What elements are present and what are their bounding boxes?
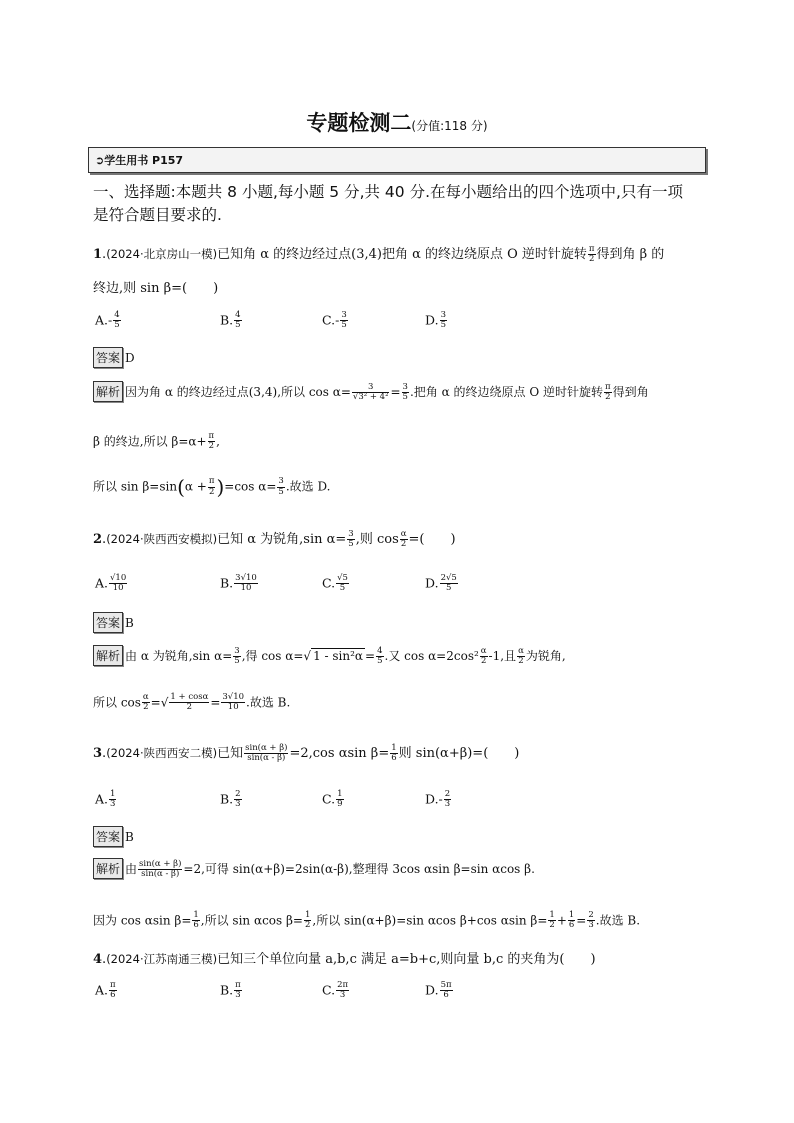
q3-source: (2024·陕西西安二模) (106, 746, 218, 760)
title-text: 专题检测二 (306, 111, 412, 135)
q1-option-d[interactable]: D. $\frac{3}{5}$ (425, 310, 446, 331)
q3-number: 3 (93, 746, 103, 761)
q3-analysis-line1: 解析 由 $\frac{\sin(\alpha + \beta)}{\sin(\alpha - \beta)}$ =2,可得 sin(α+β)=2sin(α-β),整理得 3cos αsin β=sin αcos β. (93, 858, 535, 879)
q2-option-d[interactable]: D. $\frac{2√5}{5}$ (425, 573, 457, 594)
q3-option-c[interactable]: C. $\frac{1}{9}$ (322, 789, 343, 810)
q3-option-d[interactable]: D.- $\frac{2}{3}$ (425, 789, 451, 810)
section-heading-line2: 是符合题目要求的. (93, 206, 222, 224)
q1-source: (2024·北京房山一模) (106, 247, 218, 261)
analysis-label: 解析 (93, 858, 123, 879)
q3-analysis-line2: 因为 cos αsin β= $\frac{1}{6}$ ,所以 sin αcos β= $\frac{1}{2}$ ,所以 sin(α+β)=sin αcos β+cos αsin β= $\frac{1}{2}$ + $\frac{1}{6}$ = $\frac{2}{3}$ .故选 B. (93, 910, 641, 931)
q2-option-a[interactable]: A. $\frac{√10}{10}$ (95, 573, 127, 594)
q4-source: (2024·江苏南通三模) (106, 952, 218, 966)
q2-option-c[interactable]: C. $\frac{√5}{5}$ (322, 573, 348, 594)
q2-option-b[interactable]: B. $\frac{3√10}{10}$ (220, 573, 257, 594)
q1-option-b[interactable]: B. $\frac{4}{5}$ (220, 310, 241, 331)
q1-analysis-line1: 解析 因为角 α 的终边经过点(3,4),所以 cos α= $\frac{3}{\text{√3² + 4²}}$ = $\frac{3}{5}$ .把角 α 的终边绕原点 O 逆时针旋转 $\frac{\pi}{2}$ 得到角 (93, 381, 649, 402)
q1-rot-fraction: $\frac{\pi}{2}$ (588, 243, 595, 264)
q2-analysis-line2: 所以 cos $\frac{\alpha}{2}$ =√ $\frac{1 + \cos\alpha}{2}$ = $\frac{3√10}{10}$ .故选 B. (93, 692, 291, 713)
answer-label: 答案 (93, 612, 123, 633)
q1-answer (93, 347, 135, 368)
q1-analysis-line2: β 的终边,所以 β=α+ $\frac{\pi}{2}$ , (93, 431, 220, 452)
answer-label: 答案 (93, 347, 123, 368)
analysis-label: 解析 (93, 645, 123, 666)
q2-source: (2024·陕西西安模拟) (106, 532, 218, 546)
q1-option-a[interactable]: A.- $\frac{4}{5}$ (95, 310, 120, 331)
analysis-label: 解析 (93, 381, 123, 402)
book-tag-bar (88, 147, 706, 173)
q2-stem: 2.(2024·陕西西安模拟)已知 α 为锐角,sin α= $\frac{3}{5}$ ,则 cos $\frac{\alpha}{2}$ =( ) (93, 528, 456, 549)
q3-stem: 3.(2024·陕西西安二模)已知 $\frac{\sin(\alpha + \beta)}{\sin(\alpha - \beta)}$ =2,cos αsin β= $\frac{1}{6}$ 则 sin(α+β)=( ) (93, 742, 520, 763)
book-tag: ➲学生用书 P157 (95, 154, 184, 167)
q2-answer-value: B (125, 616, 134, 630)
title-score: (分值:118 分) (411, 119, 488, 133)
q4-stem: 4.(2024·江苏南通三模)已知三个单位向量 a,b,c 满足 a=b+c,则向量 b,c 的夹角为( ) (93, 952, 596, 967)
q4-option-b[interactable]: B. $\frac{\pi}{3}$ (220, 980, 241, 1001)
q1-number: 1 (93, 247, 103, 262)
q3-answer (93, 826, 134, 847)
q3-option-b[interactable]: B. $\frac{2}{3}$ (220, 789, 241, 810)
q2-answer (93, 612, 134, 633)
section-heading-line1: 一、选择题:本题共 8 小题,每小题 5 分,共 40 分.在每小题给出的四个选项中,只有一项 (93, 183, 683, 201)
q4-option-d[interactable]: D. $\frac{5\pi}{6}$ (425, 980, 452, 1001)
q1-stem-line1: 1.(2024·北京房山一模)已知角 α 的终边经过点(3,4)把角 α 的终边绕原点 O 逆时针旋转 $\frac{\pi}{2}$ 得到角 β 的 (93, 243, 665, 264)
q2-number: 2 (93, 532, 103, 547)
q2-analysis-line1: 解析 由 α 为锐角,sin α= $\frac{3}{5}$ ,得 cos α=√ 1 - sin²α = $\frac{4}{5}$ .又 cos α=2cos² $\frac{\alpha}{2}$ -1,且 $\frac{\alpha}{2}$ 为锐角, (93, 645, 566, 666)
q3-option-a[interactable]: A. $\frac{1}{3}$ (95, 789, 116, 810)
q3-answer-value: B (125, 830, 134, 844)
q4-option-a[interactable]: A. $\frac{\pi}{6}$ (95, 980, 116, 1001)
q4-number: 4 (93, 952, 103, 967)
answer-label: 答案 (93, 826, 123, 847)
q4-option-c[interactable]: C. $\frac{2\pi}{3}$ (322, 980, 349, 1001)
q1-option-c[interactable]: C.- $\frac{3}{5}$ (322, 310, 347, 331)
q1-stem-line2: 终边,则 sin β=( ) (93, 281, 219, 296)
q1-analysis-line3: 所以 sin β=sin(α + $\frac{\pi}{2}$ )=cos α= $\frac{3}{5}$ .故选 D. (93, 475, 331, 499)
q1-answer-value: D (125, 351, 135, 365)
page-title (0, 107, 794, 137)
